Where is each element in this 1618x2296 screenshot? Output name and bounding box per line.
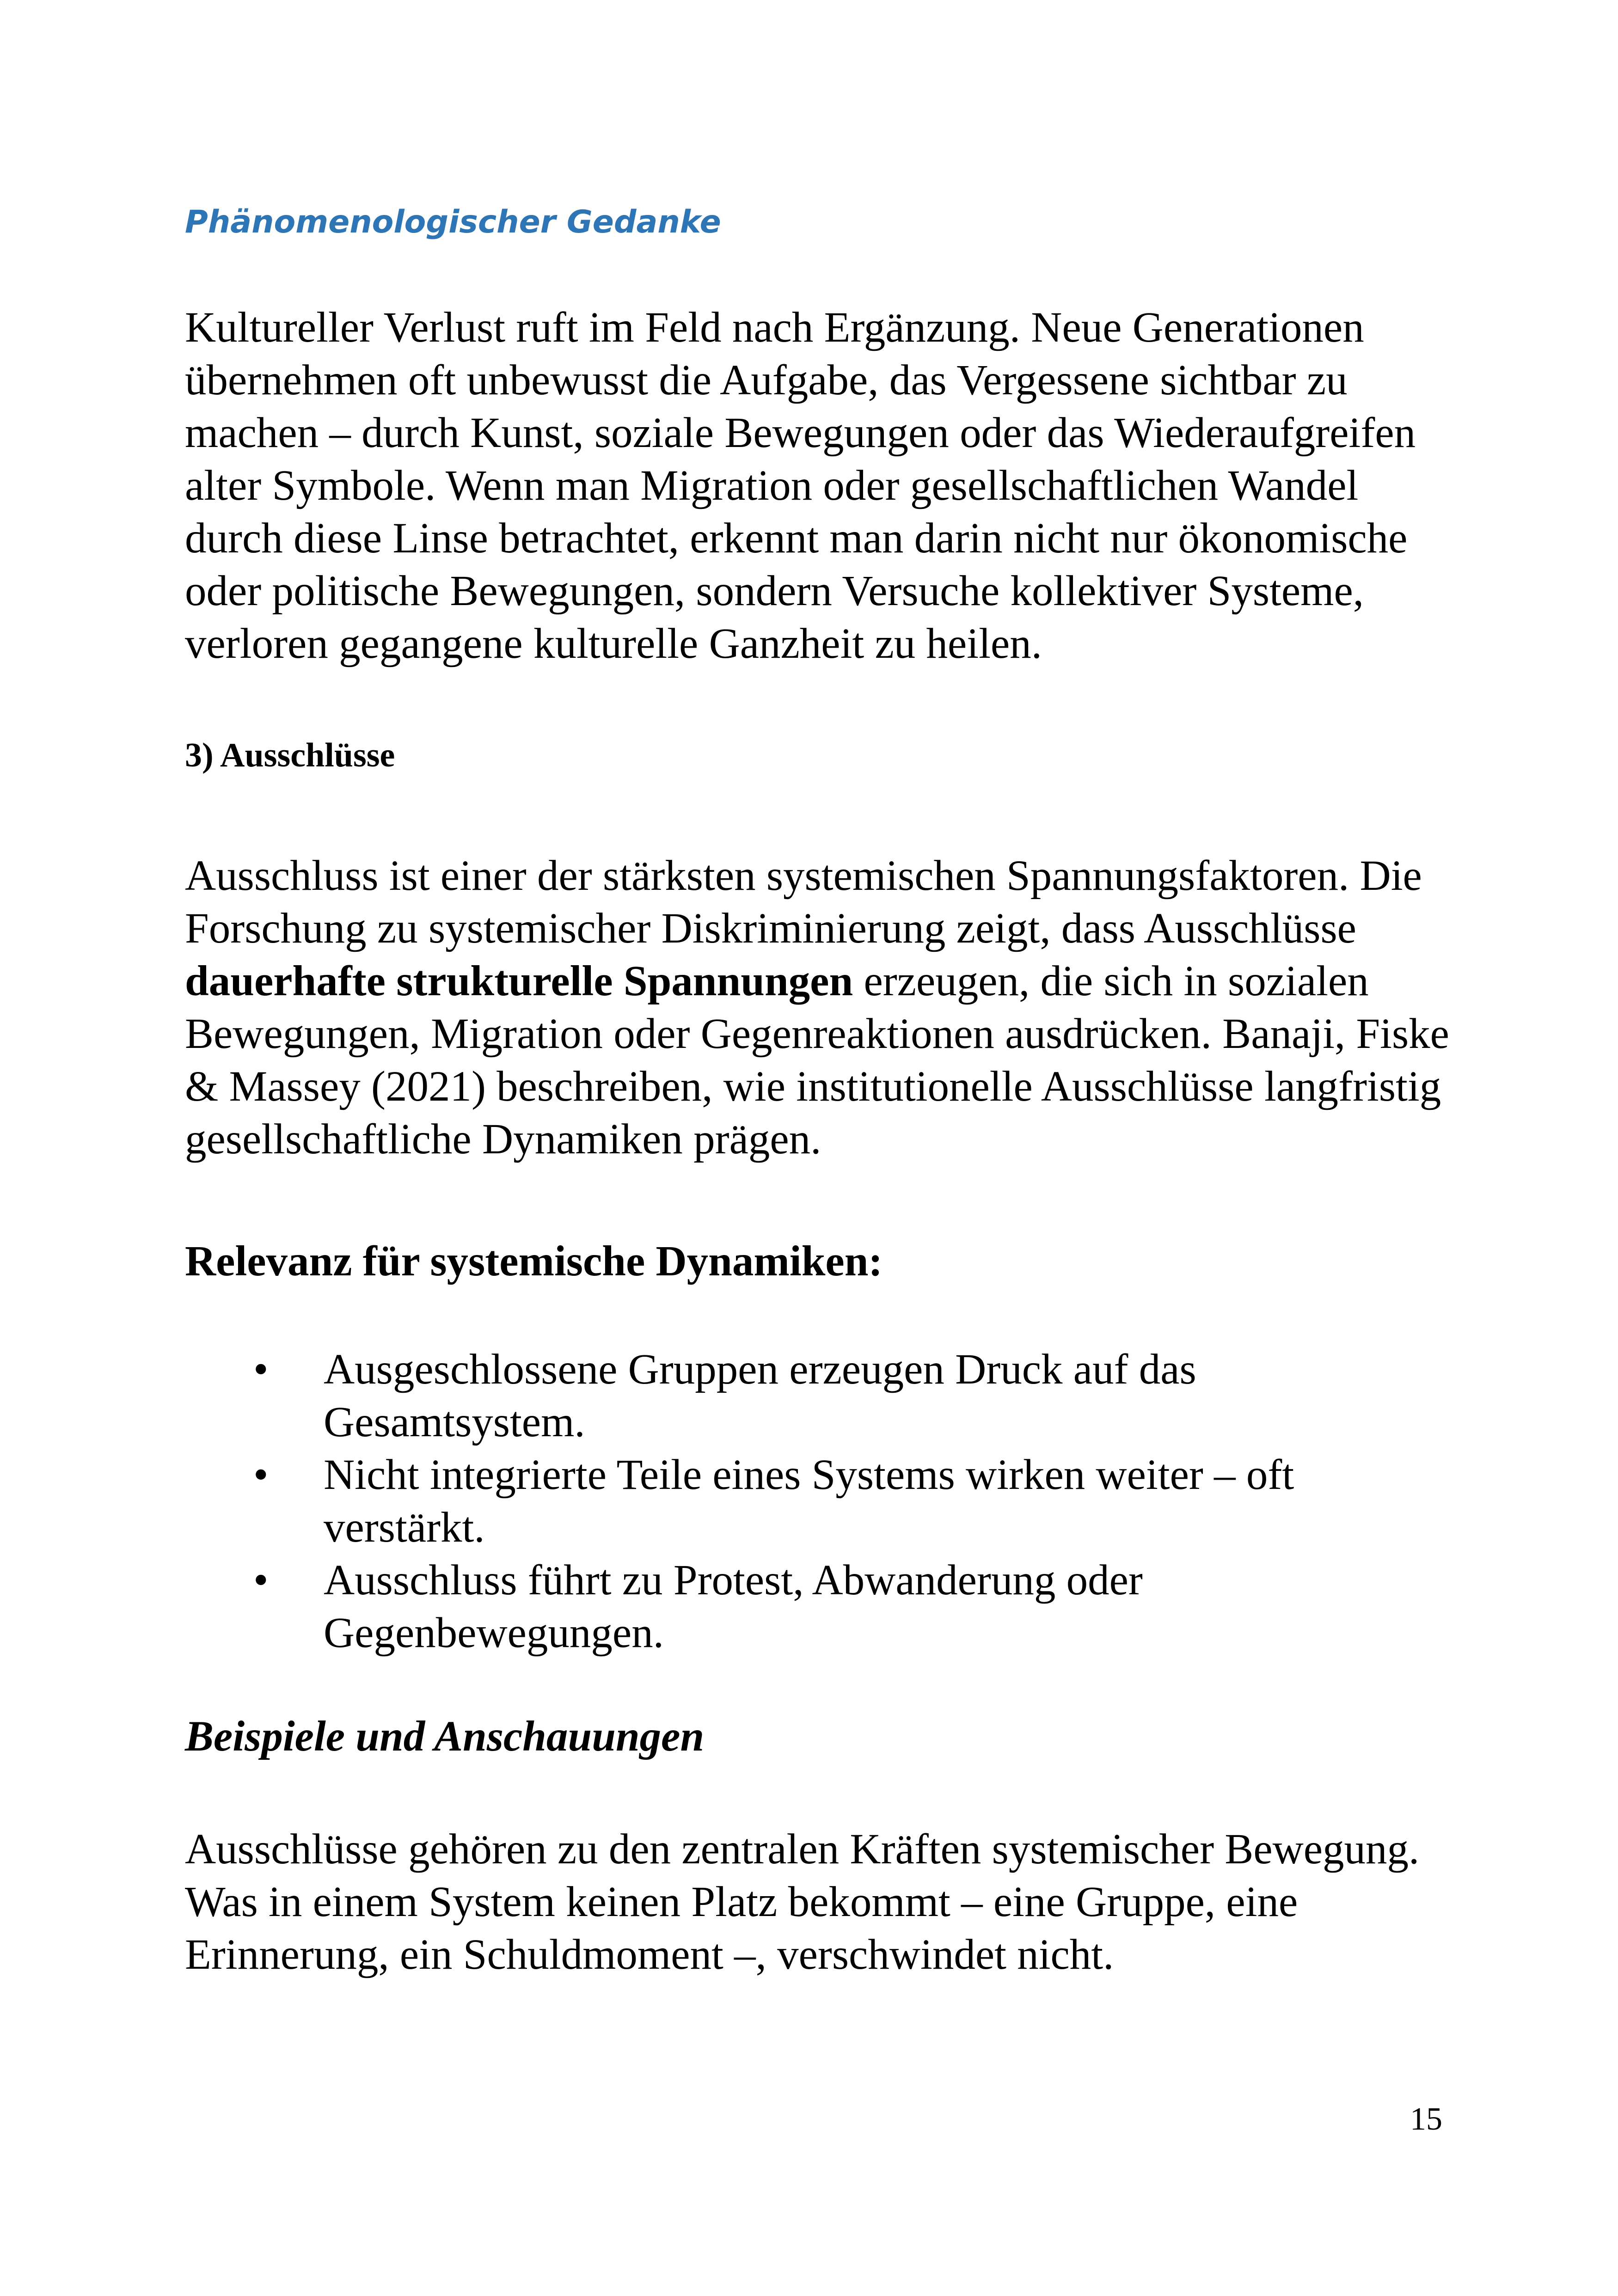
relevance-heading: Relevanz für systemische Dynamiken: — [185, 1237, 883, 1286]
list-item-text: Ausschluss führt zu Protest, Abwanderung oder Gegenbewegungen. — [324, 1556, 1143, 1657]
bullet-list — [185, 1343, 1456, 1659]
paragraph-exclusion-forces: Ausschlüsse gehören zu den zentralen Kräften systemischer Bewegung. Was in einem System keinen Platz bekommt – eine Gruppe, eine Erinnerung, ein Schuldmoment –, verschwindet nicht. — [185, 1825, 1420, 1979]
list-item — [185, 1554, 1456, 1659]
paragraph-exclusion-bold: dauerhafte strukturelle Spannungen — [185, 957, 853, 1005]
paragraph-exclusion-part1: Ausschluss ist einer der stärksten systemischen Spannungsfaktoren. Die Forschung zu systemischer Diskriminierung zeigt, dass Ausschlüsse — [185, 852, 1422, 953]
list-item-text: Nicht integrierte Teile eines Systems wirken weiter – oft verstärkt. — [324, 1451, 1294, 1552]
page-content — [185, 203, 1456, 1981]
paragraph-exclusion — [185, 850, 1456, 1166]
bullet-icon: • — [253, 1556, 269, 1604]
page-number: 15 — [1410, 2101, 1442, 2137]
examples-heading: Beispiele und Anschauungen — [185, 1713, 705, 1761]
list-item — [185, 1449, 1456, 1554]
section-heading: Phänomenologischer Gedanke — [185, 204, 721, 240]
paragraph-cultural-loss: Kultureller Verlust ruft im Feld nach Ergänzung. Neue Generationen übernehmen oft unbewusst die Aufgabe, das Vergessene sichtbar zu machen – durch Kunst, soziale Bewegungen oder das Wiederaufgreifen alter Symbole. Wenn man Migration oder gesellschaftlichen Wandel durch diese Linse betrachtet, erkennt man darin nicht nur ökonomische oder politische Bewegungen, sondern Versuche kollektiver Systeme, verloren gegangene kulturelle Ganzheit zu heilen. — [185, 303, 1416, 667]
paragraph-exclusion-part2: erzeugen, die sich in sozialen Bewegungen, Migration oder Gegenreaktionen ausdrücken. Banaji, Fiske & Massey (2021) beschreiben, wie institutionelle Ausschlüsse langfristig gesellschaftliche Dynamiken prägen. — [185, 957, 1449, 1163]
list-item-text: Ausgeschlossene Gruppen erzeugen Druck auf das Gesamtsystem. — [324, 1346, 1196, 1446]
subheading-exclusions: 3) Ausschlüsse — [185, 736, 395, 774]
bullet-icon: • — [253, 1346, 269, 1394]
list-item — [185, 1343, 1456, 1449]
bullet-icon: • — [253, 1451, 269, 1499]
